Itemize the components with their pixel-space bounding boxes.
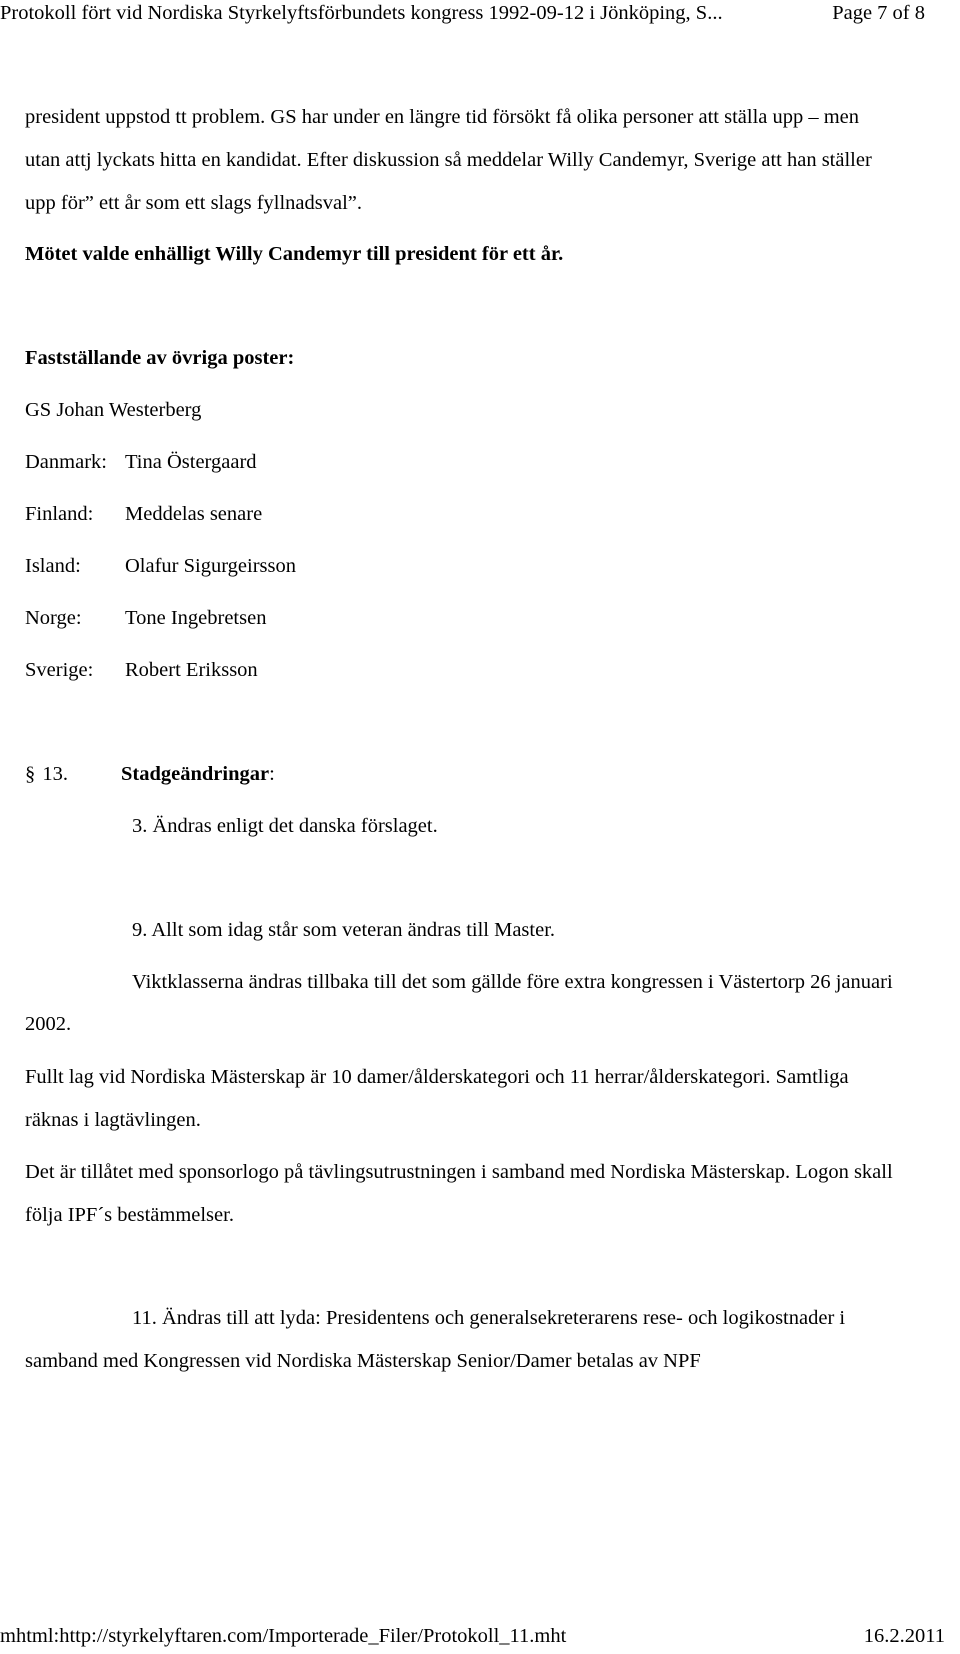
- weight-class-line: Viktklasserna ändras tillbaka till det som gällde före extra kongressen i Västertorp 26 januari: [132, 971, 893, 993]
- decision-text: Mötet valde enhälligt Willy Candemyr till president för ett år.: [25, 243, 564, 265]
- post-name: Robert Eriksson: [125, 659, 258, 681]
- section-colon: :: [269, 763, 275, 785]
- item-9: 9. Allt som idag står som veteran ändras till Master.: [132, 919, 556, 941]
- post-country: Finland:: [25, 503, 94, 525]
- section-symbol: §: [25, 763, 36, 785]
- footer-url: mhtml:http://styrkelyftaren.com/Importerade_Filer/Protokoll_11.mht: [0, 1625, 567, 1647]
- section-title: Stadgeändringar: [121, 763, 270, 785]
- post-name: Tina Östergaard: [125, 451, 257, 473]
- weight-class-line: 2002.: [25, 1013, 72, 1035]
- document-title: Protokoll fört vid Nordiska Styrkelyftsförbundets kongress 1992-09-12 i Jönköping, S...: [0, 2, 723, 24]
- post-name: Tone Ingebretsen: [125, 607, 267, 629]
- section-number: 13.: [42, 763, 68, 785]
- page-footer: [0, 1625, 945, 1648]
- footer-date: 16.2.2011: [863, 1625, 945, 1647]
- sponsor-line: följa IPF´s bestämmelser.: [25, 1204, 234, 1226]
- post-country: Sverige:: [25, 659, 94, 681]
- gs-line: GS Johan Westerberg: [25, 399, 202, 421]
- item-3: 3. Ändras enligt det danska förslaget.: [132, 815, 438, 837]
- sponsor-line: Det är tillåtet med sponsorlogo på tävlingsutrustningen i samband med Nordiska Mästerskap. Logon skall: [25, 1161, 893, 1183]
- team-line: räknas i lagtävlingen.: [25, 1109, 201, 1131]
- post-name: Olafur Sigurgeirsson: [125, 555, 297, 577]
- section-heading: [25, 763, 275, 786]
- paragraph-line: president uppstod tt problem. GS har under en längre tid försökt få olika personer att ställa upp – men: [25, 106, 860, 128]
- post-country: Norge:: [25, 607, 82, 629]
- page-number: Page 7 of 8: [832, 2, 925, 24]
- post-country: Danmark:: [25, 451, 107, 473]
- posts-heading: Fastställande av övriga poster:: [25, 347, 295, 369]
- page-header: [0, 2, 925, 25]
- post-country: Island:: [25, 555, 81, 577]
- team-line: Fullt lag vid Nordiska Mästerskap är 10 damer/ålderskategori och 11 herrar/ålderskategori. Samtliga: [25, 1066, 849, 1088]
- paragraph-line: utan attj lyckats hitta en kandidat. Efter diskussion så meddelar Willy Candemyr, Sverige att han ställer: [25, 149, 872, 171]
- post-name: Meddelas senare: [125, 503, 263, 525]
- item-11: 11. Ändras till att lyda: Presidentens och generalsekreterarens rese- och logikostnader i: [132, 1307, 846, 1329]
- item-11-continued: samband med Kongressen vid Nordiska Mästerskap Senior/Damer betalas av NPF: [25, 1350, 701, 1372]
- paragraph-line: upp för” ett år som ett slags fyllnadsval”.: [25, 192, 363, 214]
